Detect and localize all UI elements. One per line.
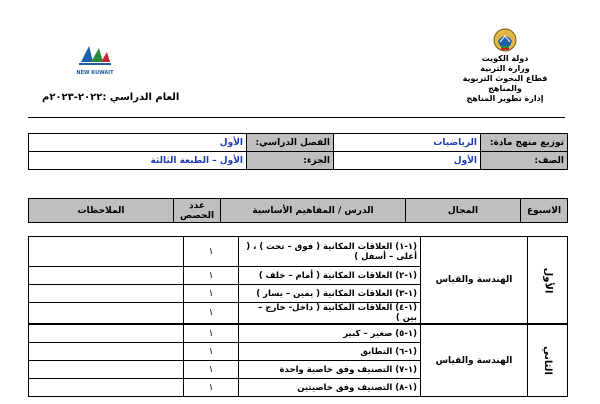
lesson-cell: (١-٦) التطابق [239,343,421,361]
week-cell [528,324,568,397]
info-table [28,133,568,170]
lesson-cell: (١-١) العلاقات المكانية ( فوق – تحت ) ، ( أعلى – أسفل ) [239,237,421,267]
notes-cell [29,267,184,285]
header-field: المجال [406,199,521,223]
ministry-line-1: دولة الكويت [481,54,529,63]
field-cell: الهندسة والقياس [421,237,528,325]
periods-cell: ١ [184,285,239,303]
notes-cell [29,343,184,361]
table-row [29,324,568,343]
lesson-cell: (١-٤) العلاقات المكانية ( داخل- خارج – بين ) [239,303,421,325]
part-value: الأول – الطبعة الثالثة [29,152,247,170]
academic-year: العام الدراسي :٢٠٢٢-٢٠٢٣م [42,92,180,103]
periods-cell: ١ [184,303,239,325]
lesson-cell: (١-٨) التصنيف وفق خاصيتين [239,379,421,397]
periods-cell: ١ [184,343,239,361]
header-divider [28,117,565,118]
header-lesson: الدرس / المفاهيم الأساسية [221,199,406,223]
periods-cell: ١ [184,361,239,379]
notes-cell [29,303,184,325]
lesson-cell: (١-٥) صغير – كبير [239,324,421,343]
periods-cell: ١ [184,267,239,285]
new-kuwait-logo-icon [75,40,115,70]
distribution-table [28,236,568,397]
logo-text: NEW KUWAIT [76,70,114,76]
semester-label: الفصل الدراسي: [247,134,334,152]
lesson-cell: (١-٣) العلاقات المكانية ( يمين – يسار ) [239,285,421,303]
notes-cell [29,379,184,397]
notes-cell [29,285,184,303]
new-kuwait-logo [72,40,118,76]
notes-cell [29,324,184,343]
field-cell: الهندسة والقياس [421,324,528,397]
semester-value: الأول [29,134,247,152]
ministry-line-4: إدارة تطوير المناهج [466,94,544,103]
header-week: الاسبوع [521,199,568,223]
ministry-line-3: قطاع البحوث التربوية والمناهج [462,74,548,93]
grade-value: الأول [334,152,481,170]
kuwait-emblem-icon [493,28,517,54]
header-periods: عدد الحصص [174,199,221,223]
week-label: الثاني [542,346,553,375]
periods-cell: ١ [184,379,239,397]
column-header-table [28,198,568,223]
periods-cell: ١ [184,324,239,343]
table-row [29,237,568,267]
lesson-cell: (١-٢) العلاقات المكانية ( أمام – خلف ) [239,267,421,285]
subject-value: الرياضيات [334,134,481,152]
ministry-header [450,28,560,104]
subject-label: توزيع منهج مادة: [481,134,568,152]
header-notes: الملاحظات [29,199,174,223]
lesson-cell: (١-٧) التصنيف وفق خاصية واحدة [239,361,421,379]
notes-cell [29,237,184,267]
grade-label: الصف: [481,152,568,170]
part-label: الجزء: [247,152,334,170]
periods-cell: ١ [184,237,239,267]
notes-cell [29,361,184,379]
week-cell [528,237,568,325]
week-label: الأول [542,267,553,293]
ministry-line-2: وزارة التربية [480,64,530,73]
